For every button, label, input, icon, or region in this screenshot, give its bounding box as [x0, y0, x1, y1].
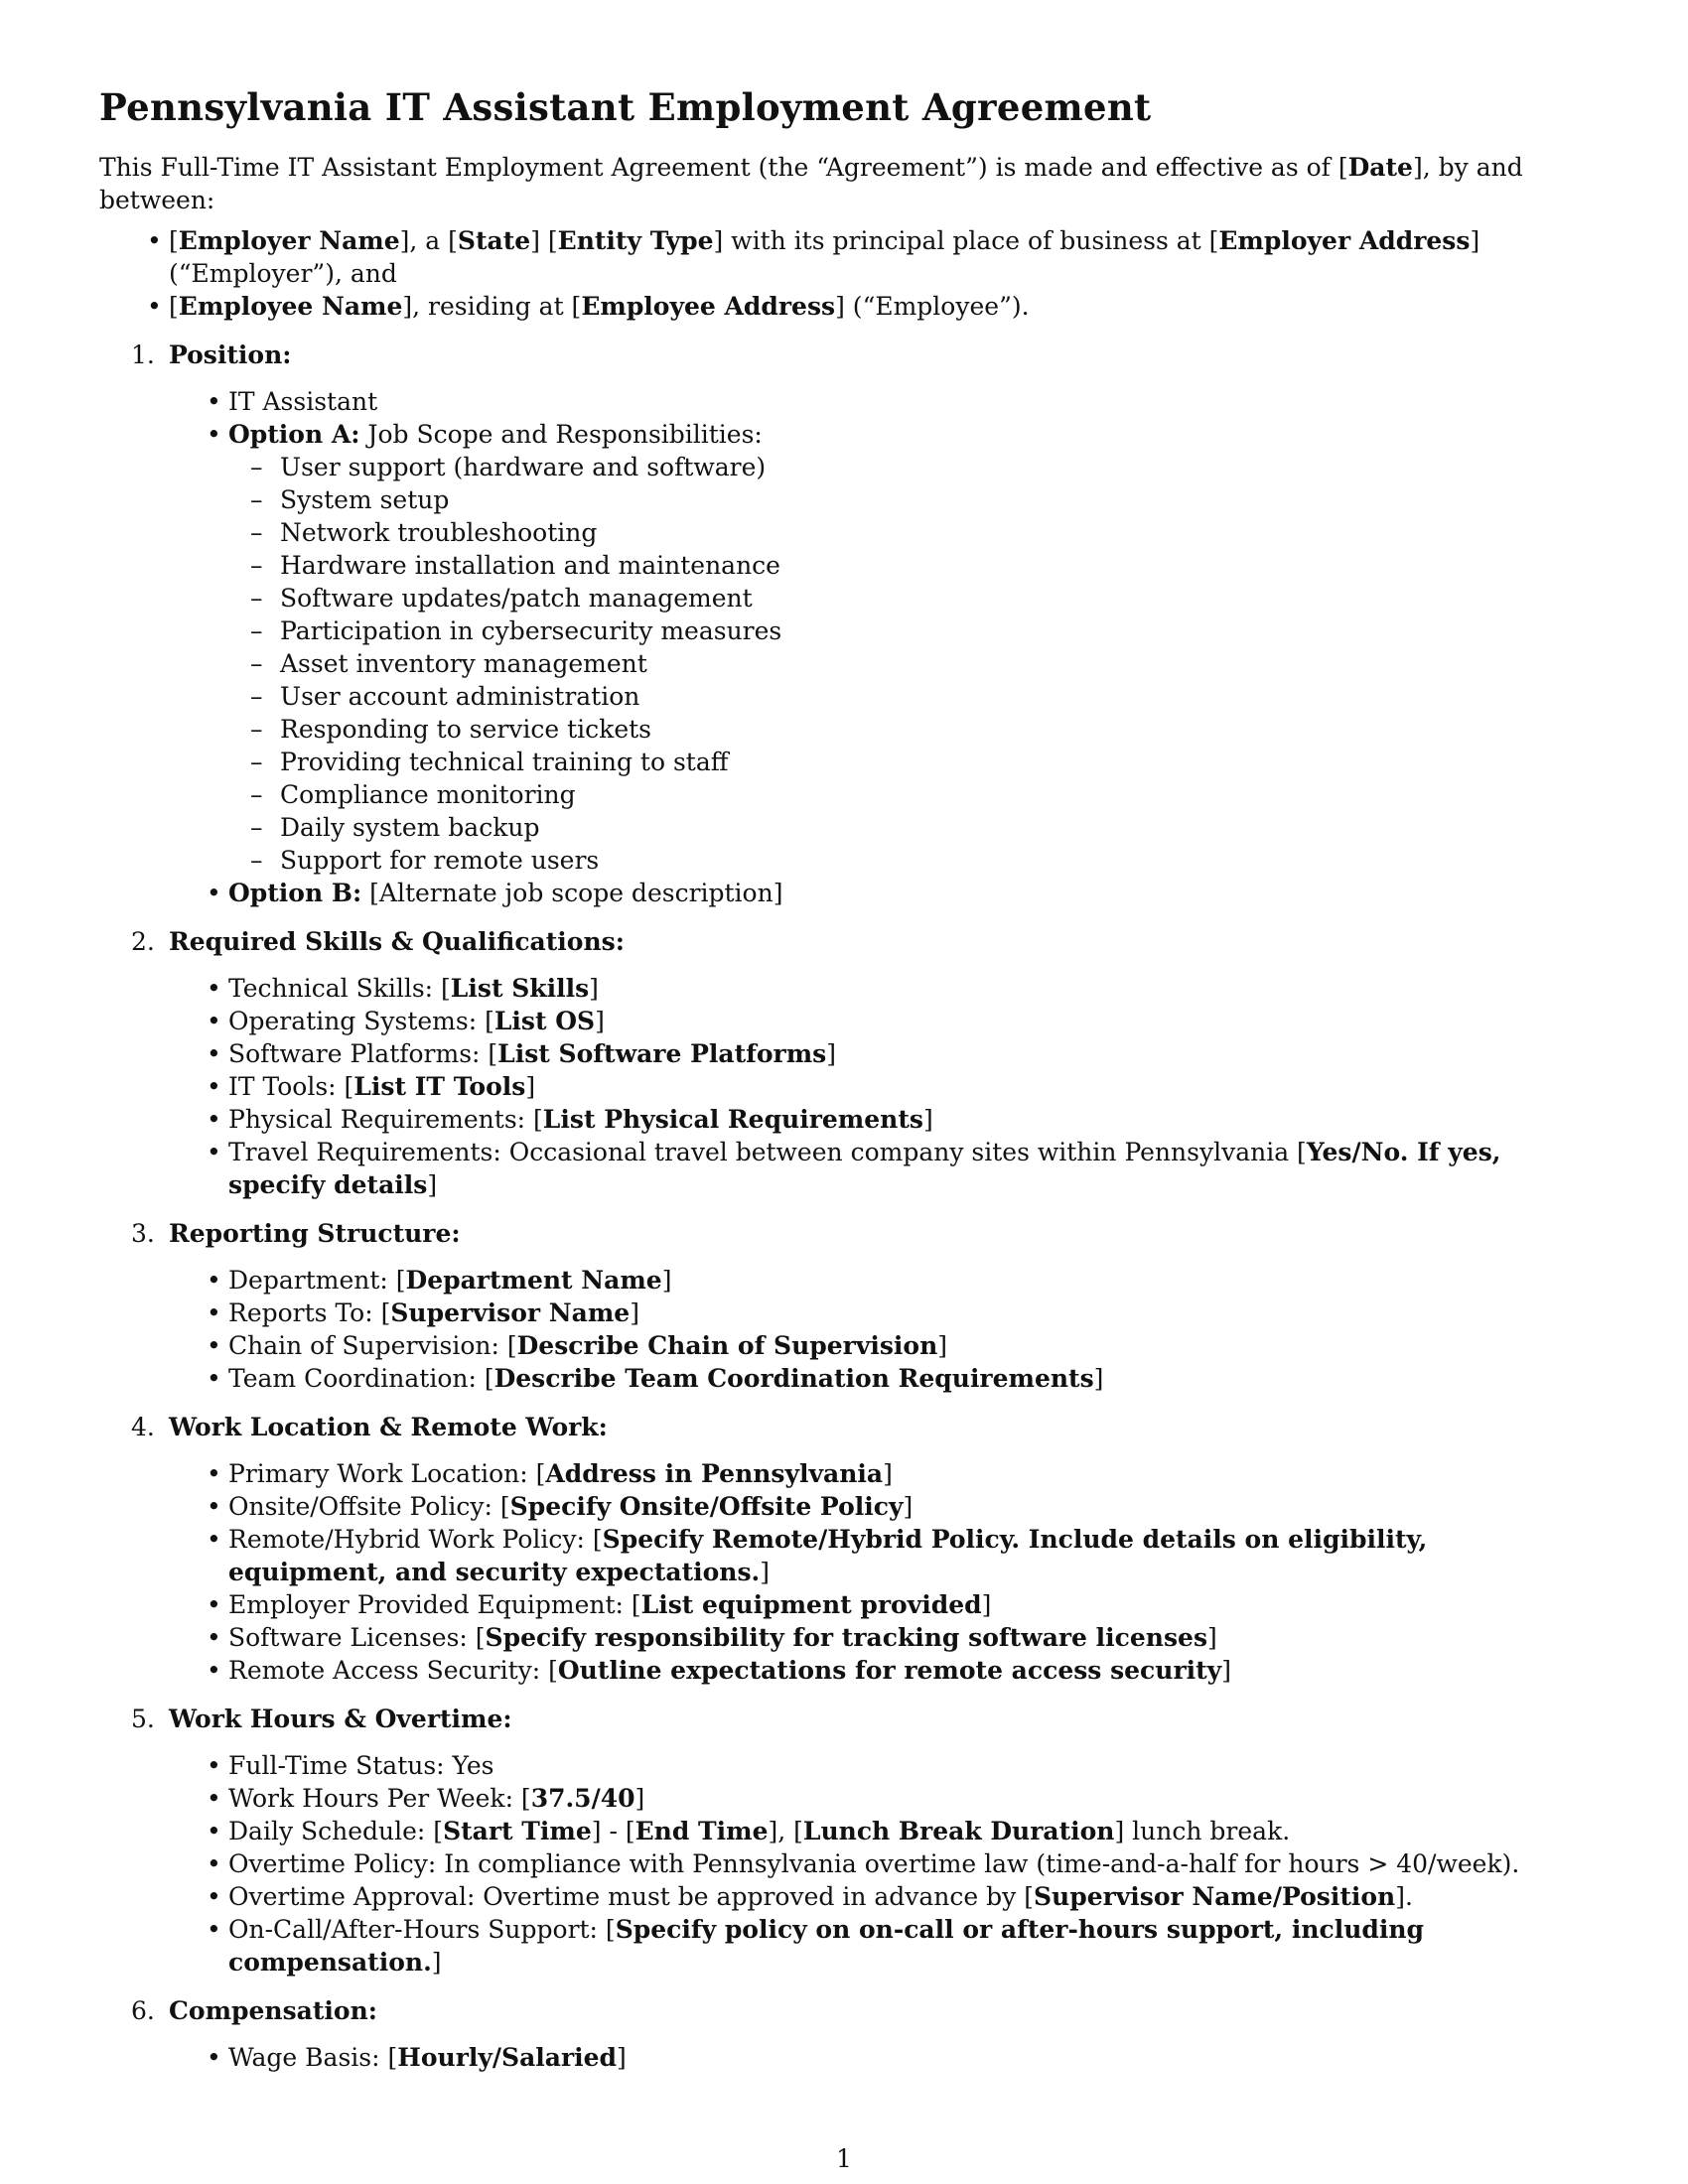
list-item: • Software Licenses: [Specify responsibility for tracking software licenses] — [228, 1621, 1589, 1654]
section-skills: 2. Required Skills & Qualifications: • Technical Skills: [List Skills] • Operating Systems: [List OS] • Software Platforms: [List Software Platforms] • IT Tools: [List IT Tools] • Physical Requirements: [List Physical Requirements] • Travel Requirements: Occasional travel between company sites within Pennsylvania [Yes/No. If yes, specify details] — [99, 925, 1589, 1201]
employer-party: • [Employer Name], a [State] [Entity Type] with its principal place of business at [Employer Address] (“Employer”), and — [169, 224, 1589, 290]
list-item: • Chain of Supervision: [Describe Chain of Supervision] — [228, 1329, 1589, 1362]
list-item: • Wage Basis: [Hourly/Salaried] — [228, 2041, 1589, 2074]
list-item: • Employer Provided Equipment: [List equipment provided] — [228, 1588, 1589, 1621]
list-item: • Department: [Department Name] — [228, 1264, 1589, 1297]
duties-list — [228, 451, 1589, 877]
section-title: Required Skills & Qualifications: — [169, 927, 625, 956]
list-item: • Software Platforms: [List Software Platforms] — [228, 1037, 1589, 1070]
list-item: • On-Call/After-Hours Support: [Specify policy on on-call or after-hours support, including compensation.] — [228, 1913, 1589, 1979]
list-item: • Physical Requirements: [List Physical Requirements] — [228, 1103, 1589, 1136]
list-item: • Remote Access Security: [Outline expectations for remote access security] — [228, 1654, 1589, 1687]
duty-item: – Daily system backup — [280, 811, 1589, 844]
list-item: • Remote/Hybrid Work Policy: [Specify Remote/Hybrid Policy. Include details on eligibility, equipment, and security expectations.] — [228, 1523, 1589, 1588]
list-item: • Primary Work Location: [Address in Pennsylvania] — [228, 1457, 1589, 1490]
agreement-page — [99, 85, 1589, 2074]
duty-item: – User account administration — [280, 680, 1589, 713]
list-item: • Full-Time Status: Yes — [228, 1749, 1589, 1782]
list-item: • Overtime Policy: In compliance with Pennsylvania overtime law (time-and-a-half for hours > 40/week). — [228, 1847, 1589, 1880]
section-reporting: 3. Reporting Structure: • Department: [Department Name] • Reports To: [Supervisor Name] • Chain of Supervision: [Describe Chain of Supervision] • Team Coordination: [Describe Team Coordination Requirements] — [99, 1217, 1589, 1395]
list-item: • Team Coordination: [Describe Team Coordination Requirements] — [228, 1362, 1589, 1395]
duty-item: – Support for remote users — [280, 844, 1589, 877]
section-title: Work Location & Remote Work: — [169, 1413, 608, 1441]
document-title: Pennsylvania IT Assistant Employment Agreement — [99, 85, 1152, 129]
list-item: • Work Hours Per Week: [37.5/40] — [228, 1782, 1589, 1815]
list-item: • Operating Systems: [List OS] — [228, 1005, 1589, 1037]
list-item: • Technical Skills: [List Skills] — [228, 972, 1589, 1005]
page-number: 1 — [836, 2144, 852, 2173]
date-placeholder: Date — [1347, 153, 1413, 182]
parties-list — [99, 224, 1589, 323]
duty-item: – Compliance monitoring — [280, 778, 1589, 811]
section-work-location: 4. Work Location & Remote Work: • Primary Work Location: [Address in Pennsylvania] • Onsite/Offsite Policy: [Specify Onsite/Offsite Policy] • Remote/Hybrid Work Policy: [Specify Remote/Hybrid Policy. Include details on eligibility, equipment, and security expectations.] • Employer Provided Equipment: [List equipment provided] • Software Licenses: [Specify responsibility for tracking software licenses] • Remote Access Security: [Outline expectations for remote access security] — [99, 1411, 1589, 1687]
employee-party: • [Employee Name], residing at [Employee Address] (“Employee”). — [169, 290, 1589, 323]
list-item: • Option A: Job Scope and Responsibilities: – User support (hardware and software) – System setup – Network troubleshooting – Hardware installation and maintenance – Software updates/patch management – Participation in cybersecurity measures – Asset inventory management – User account administration – Responding to service tickets – Providing technical training to staff – Compliance monitoring – Daily system backup – Support for remote users — [228, 418, 1589, 877]
duty-item: – System setup — [280, 483, 1589, 516]
list-item: • IT Assistant — [228, 385, 1589, 418]
section-compensation: 6. Compensation: • Wage Basis: [Hourly/Salaried] — [99, 1994, 1589, 2074]
section-title: Compensation: — [169, 1996, 377, 2025]
list-item: • Daily Schedule: [Start Time] - [End Time], [Lunch Break Duration] lunch break. — [228, 1815, 1589, 1847]
section-title: Position: — [169, 341, 292, 369]
duty-item: – User support (hardware and software) — [280, 451, 1589, 483]
intro-paragraph: This Full-Time IT Assistant Employment Agreement (the “Agreement”) is made and effective as of [Date], by and between: — [99, 153, 1523, 214]
duty-item: – Responding to service tickets — [280, 713, 1589, 746]
list-item: • Travel Requirements: Occasional travel between company sites within Pennsylvania [Yes/No. If yes, specify details] — [228, 1136, 1589, 1201]
list-item: • Option B: [Alternate job scope description] — [228, 877, 1589, 909]
duty-item: – Asset inventory management — [280, 647, 1589, 680]
section-position: 1. Position: • IT Assistant • Option A: Job Scope and Responsibilities: – User support (hardware and software) – System setup – Network troubleshooting – Hardware installation and maintenance – Software updates/patch management – Participation in cybersecurity measures – Asset inventory management – User account administration – Responding to service tickets – Providing technical training to staff – Compliance monitoring – Daily system backup – Support for remote users • Option B: [Alternate job scope description] — [99, 339, 1589, 909]
list-item: • Overtime Approval: Overtime must be approved in advance by [Supervisor Name/Position]. — [228, 1880, 1589, 1913]
list-item: • IT Tools: [List IT Tools] — [228, 1070, 1589, 1103]
list-item: • Onsite/Offsite Policy: [Specify Onsite/Offsite Policy] — [228, 1490, 1589, 1523]
section-title: Work Hours & Overtime: — [169, 1705, 512, 1733]
section-work-hours: 5. Work Hours & Overtime: • Full-Time Status: Yes • Work Hours Per Week: [37.5/40] • Daily Schedule: [Start Time] - [End Time], [Lunch Break Duration] lunch break. • Overtime Policy: In compliance with Pennsylvania overtime law (time-and-a-half for hours > 40/week). • Overtime Approval: Overtime must be approved in advance by [Supervisor Name/Position]. • On-Call/After-Hours Support: [Specify policy on on-call or after-hours support, including compensation.] — [99, 1703, 1589, 1979]
duty-item: – Participation in cybersecurity measures — [280, 614, 1589, 647]
duty-item: – Software updates/patch management — [280, 582, 1589, 614]
list-item: • Reports To: [Supervisor Name] — [228, 1297, 1589, 1329]
duty-item: – Providing technical training to staff — [280, 746, 1589, 778]
duty-item: – Network troubleshooting — [280, 516, 1589, 549]
duty-item: – Hardware installation and maintenance — [280, 549, 1589, 582]
section-title: Reporting Structure: — [169, 1219, 461, 1248]
